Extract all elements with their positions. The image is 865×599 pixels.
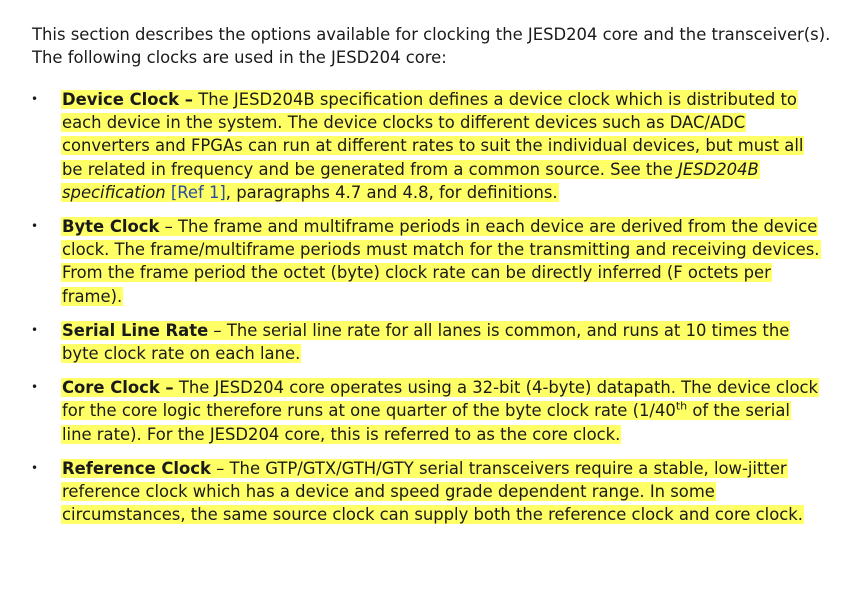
list-item-serial-line-rate	[0, 319, 821, 365]
term-reference-clock: Reference Clock	[62, 458, 211, 478]
spec-reference: JESD204B specification	[62, 159, 759, 202]
bullet-icon: •	[31, 460, 39, 475]
highlighted-text	[61, 321, 790, 363]
highlighted-text	[61, 217, 821, 306]
description-text: – The serial line rate for all lanes is common, and runs at 10 times the byte clock rate on each lane.	[62, 320, 790, 364]
highlighted-text	[61, 459, 804, 524]
description-tail: , paragraphs 4.7 and 4.8, for definitions.	[225, 182, 558, 202]
ref-link[interactable]: [Ref 1]	[170, 182, 226, 202]
superscript: th	[675, 399, 688, 413]
bullet-icon: •	[31, 380, 39, 395]
description-text: – The frame and multiframe periods in each device are derived from the device clock. The frame/multiframe periods must match for the transmitting and receiving devices. From the frame period the octet (byte) clock rate can be directly inferred (F octets per frame).	[62, 217, 820, 306]
description-text: The JESD204 core operates using a 32-bit (4-byte) datapath. The device clock for the core logic therefore runs at one quarter of the byte clock rate (1/40	[62, 378, 819, 421]
list-item-reference-clock	[0, 457, 821, 527]
description-text: The JESD204B specification defines a device clock which is distributed to each device in the system. The device clocks to different devices such as DAC/ADC converters and FPGAs can run at different rates to suit the individual devices, but must all be related in frequency and be generated from a common source. See the	[62, 90, 804, 179]
highlighted-text	[61, 378, 819, 443]
bullet-icon: •	[31, 92, 39, 106]
list-item-device-clock	[0, 88, 821, 204]
highlighted-text	[61, 90, 804, 202]
description-text: – The GTP/GTX/GTH/GTY serial transceivers require a stable, low-jitter reference clock which has a device and speed grade dependent range. In some circumstances, the same source clock can supply both the reference clock and core clock.	[62, 458, 803, 525]
term-serial-line-rate: Serial Line Rate	[62, 320, 209, 340]
term-byte-clock: Byte Clock	[62, 217, 160, 237]
list-item-byte-clock	[0, 215, 821, 308]
intro-paragraph: This section describes the options available for clocking the JESD204 core and the transceiver(s). The following clocks are used in the JESD204 core:	[32, 25, 831, 67]
clock-list	[0, 88, 865, 537]
description-tail: of the serial line rate). For the JESD204 core, this is referred to as the core clock.	[62, 401, 790, 444]
list-item-core-clock	[0, 376, 821, 446]
term-device-clock: Device Clock –	[62, 90, 193, 109]
term-core-clock: Core Clock –	[62, 378, 174, 398]
bullet-icon: •	[31, 219, 39, 234]
bullet-icon: •	[31, 322, 39, 337]
